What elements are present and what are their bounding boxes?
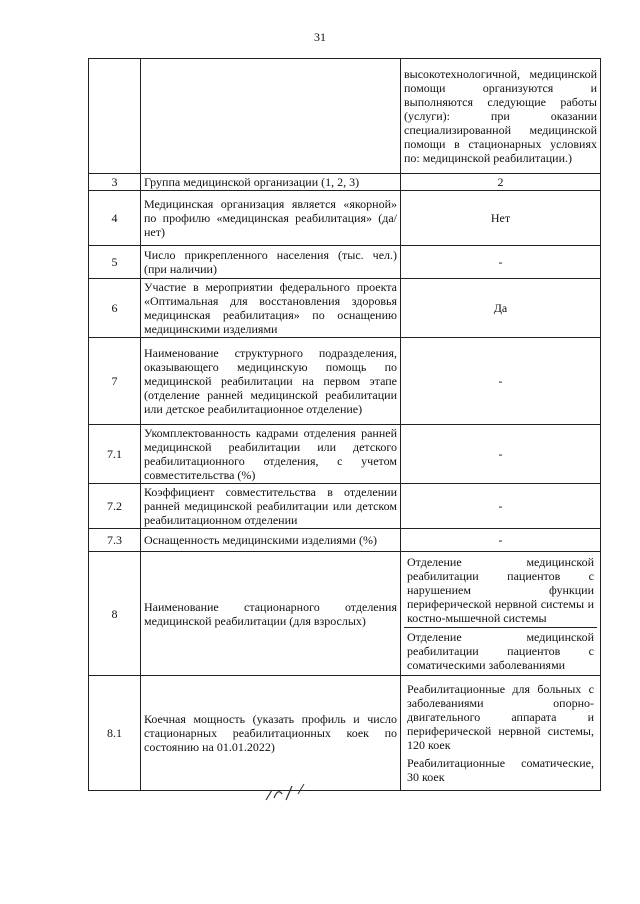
row-number: 7.1 xyxy=(89,425,141,484)
row-value: - xyxy=(401,338,601,425)
page-number: 31 xyxy=(314,30,326,44)
table-row xyxy=(89,191,601,246)
row-description: Группа медицинской организации (1, 2, 3) xyxy=(141,174,401,191)
row-number: 5 xyxy=(89,246,141,279)
row-value: - xyxy=(401,484,601,529)
bed-capacity-item: Реабилитационные соматические, 30 коек xyxy=(407,756,594,784)
row-number: 6 xyxy=(89,279,141,338)
table-row xyxy=(89,338,601,425)
row-number: 8.1 xyxy=(89,676,141,791)
table-row xyxy=(89,174,601,191)
table-row-continuation xyxy=(89,59,601,174)
row-value: Да xyxy=(401,279,601,338)
table-row xyxy=(89,529,601,552)
table-row xyxy=(89,484,601,529)
document-table xyxy=(88,58,601,791)
row-value: Нет xyxy=(401,191,601,246)
row-number: 8 xyxy=(89,552,141,676)
row-number: 7 xyxy=(89,338,141,425)
row-value: - xyxy=(401,246,601,279)
department-name: Отделение медицинской реабилитации пациентов с нарушением функции периферической нервной системы и костно-мышечной системы xyxy=(407,555,594,625)
row-description-cell xyxy=(141,59,401,174)
row-description: Оснащенность медицинскими изделиями (%) xyxy=(141,529,401,552)
bed-capacity-item: Реабилитационные для больных с заболеваниями опорно-двигательного аппарата и периферической нервной системы, 120 коек xyxy=(407,682,594,752)
department-name: Отделение медицинской реабилитации пациентов с соматическими заболеваниями xyxy=(404,627,597,674)
row-number: 3 xyxy=(89,174,141,191)
table-row xyxy=(89,552,601,676)
row-description: Наименование стационарного отделения медицинской реабилитации (для взрослых) xyxy=(141,552,401,676)
row-number: 4 xyxy=(89,191,141,246)
table-row xyxy=(89,246,601,279)
row-number-cell xyxy=(89,59,141,174)
row-description: Коэффициент совместительства в отделении ранней медицинской реабилитации или детском реабилитационном отделении xyxy=(141,484,401,529)
table-row xyxy=(89,425,601,484)
continuation-value-cell: высокотехнологичной, медицинской помощи организуются и выполняются следующие работы (услуги): при оказании специализированной медицинской помощи в стационарных условиях по: медицинской реабилитации.) xyxy=(401,59,601,174)
row-description: Медицинская организация является «якорной» по профилю «медицинская реабилитация» (да/нет) xyxy=(141,191,401,246)
row-number: 7.2 xyxy=(89,484,141,529)
row-value-split xyxy=(401,552,601,676)
row-description: Наименование структурного подразделения, оказывающего медицинскую помощь по медицинской реабилитации на первом этапе (отделение ранней медицинской реабилитации или детское реабилитационное отделение) xyxy=(141,338,401,425)
row-value: - xyxy=(401,529,601,552)
row-value: - xyxy=(401,425,601,484)
row-description: Число прикрепленного населения (тыс. чел.) (при наличии) xyxy=(141,246,401,279)
row-description: Коечная мощность (указать профиль и число стационарных реабилитационных коек по состоянию на 01.01.2022) xyxy=(141,676,401,791)
row-value-split xyxy=(401,676,601,791)
table-row xyxy=(89,676,601,791)
table-row xyxy=(89,279,601,338)
row-description: Укомплектованность кадрами отделения ранней медицинской реабилитации или детского реабилитационного отделения, с учетом совместительства (%) xyxy=(141,425,401,484)
row-number: 7.3 xyxy=(89,529,141,552)
row-value: 2 xyxy=(401,174,601,191)
row-description: Участие в мероприятии федерального проекта «Оптимальная для восстановления здоровья медицинская реабилитация» по оснащению медицинскими изделиями xyxy=(141,279,401,338)
handwritten-signature xyxy=(258,780,318,806)
